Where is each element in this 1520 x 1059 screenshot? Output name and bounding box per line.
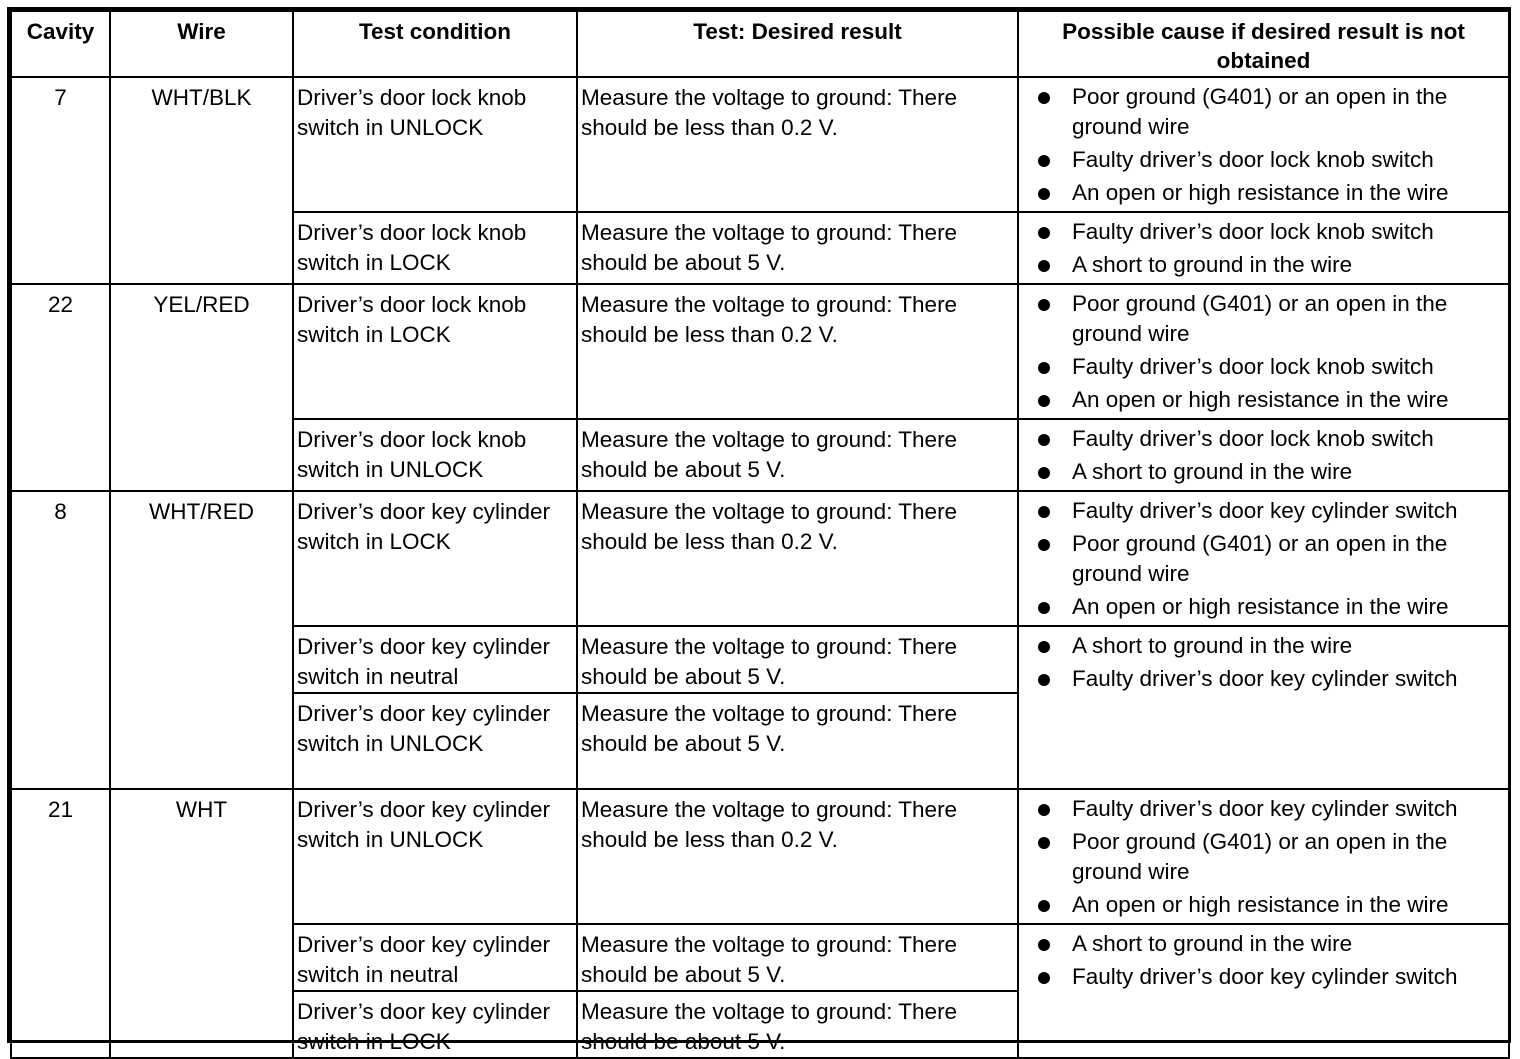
wire-cell: WHT/BLK bbox=[110, 77, 293, 284]
bullet-icon bbox=[1038, 362, 1050, 374]
cavity-cell: 21 bbox=[11, 789, 110, 1058]
cause-text: A short to ground in the wire bbox=[1072, 633, 1353, 658]
bullet-icon bbox=[1038, 939, 1050, 951]
possible-cause-cell bbox=[1018, 419, 1509, 491]
cause-item bbox=[1019, 178, 1508, 208]
cause-item bbox=[1019, 424, 1508, 454]
bullet-icon bbox=[1038, 467, 1050, 479]
cause-text: Poor ground (G401) or an open in the ground wire bbox=[1072, 84, 1448, 139]
test-condition-cell: Driver’s door lock knob switch in UNLOCK bbox=[293, 77, 577, 212]
header-row bbox=[11, 11, 1509, 77]
bullet-icon bbox=[1038, 837, 1050, 849]
bullet-icon bbox=[1038, 804, 1050, 816]
wire-cell: WHT bbox=[110, 789, 293, 1058]
test-condition-cell: Driver’s door key cylinder switch in UNLOCK bbox=[293, 789, 577, 924]
cause-text: An open or high resistance in the wire bbox=[1072, 892, 1449, 917]
cause-item bbox=[1019, 217, 1508, 247]
cause-text: Faulty driver’s door lock knob switch bbox=[1072, 147, 1434, 172]
cause-list bbox=[1019, 929, 1508, 992]
bullet-icon bbox=[1038, 900, 1050, 912]
cause-item bbox=[1019, 962, 1508, 992]
cause-item bbox=[1019, 457, 1508, 487]
table-row bbox=[11, 77, 1509, 212]
test-condition-cell: Driver’s door key cylinder switch in LOCK bbox=[293, 491, 577, 626]
wire-cell: YEL/RED bbox=[110, 284, 293, 491]
cause-list bbox=[1019, 496, 1508, 622]
possible-cause-cell bbox=[1018, 789, 1509, 924]
cause-text: Faulty driver’s door key cylinder switch bbox=[1072, 964, 1458, 989]
desired-result-cell: Measure the voltage to ground: There should be less than 0.2 V. bbox=[577, 491, 1018, 626]
desired-result-cell: Measure the voltage to ground: There should be less than 0.2 V. bbox=[577, 77, 1018, 212]
wire-cell: WHT/RED bbox=[110, 491, 293, 789]
cause-text: Poor ground (G401) or an open in the ground wire bbox=[1072, 531, 1448, 586]
bullet-icon bbox=[1038, 299, 1050, 311]
cause-text: An open or high resistance in the wire bbox=[1072, 594, 1449, 619]
cause-item bbox=[1019, 250, 1508, 280]
possible-cause-cell bbox=[1018, 212, 1509, 284]
cause-text: Poor ground (G401) or an open in the ground wire bbox=[1072, 829, 1448, 884]
desired-result-cell: Measure the voltage to ground: There should be about 5 V. bbox=[577, 419, 1018, 491]
cause-text: Poor ground (G401) or an open in the ground wire bbox=[1072, 291, 1448, 346]
cause-list bbox=[1019, 794, 1508, 920]
cause-text: A short to ground in the wire bbox=[1072, 931, 1353, 956]
test-condition-cell: Driver’s door key cylinder switch in neutral bbox=[293, 924, 577, 991]
cause-text: An open or high resistance in the wire bbox=[1072, 180, 1449, 205]
cavity-cell: 8 bbox=[11, 491, 110, 789]
bullet-icon bbox=[1038, 972, 1050, 984]
cavity-cell: 7 bbox=[11, 77, 110, 284]
cause-item bbox=[1019, 631, 1508, 661]
desired-result-cell: Measure the voltage to ground: There should be less than 0.2 V. bbox=[577, 284, 1018, 419]
cause-item bbox=[1019, 664, 1508, 694]
desired-result-cell: Measure the voltage to ground: There should be less than 0.2 V. bbox=[577, 789, 1018, 924]
possible-cause-cell bbox=[1018, 284, 1509, 419]
cause-item bbox=[1019, 592, 1508, 622]
cause-list bbox=[1019, 424, 1508, 487]
cause-list bbox=[1019, 631, 1508, 694]
troubleshooting-table bbox=[10, 10, 1510, 1059]
cause-item bbox=[1019, 385, 1508, 415]
desired-result-cell: Measure the voltage to ground: There should be about 5 V. bbox=[577, 991, 1018, 1058]
bullet-icon bbox=[1038, 602, 1050, 614]
bullet-icon bbox=[1038, 674, 1050, 686]
table-row bbox=[11, 789, 1509, 924]
bullet-icon bbox=[1038, 155, 1050, 167]
cause-item bbox=[1019, 145, 1508, 175]
test-condition-cell: Driver’s door lock knob switch in LOCK bbox=[293, 212, 577, 284]
header-cavity: Cavity bbox=[11, 11, 110, 77]
cause-text: Faulty driver’s door lock knob switch bbox=[1072, 426, 1434, 451]
bullet-icon bbox=[1038, 641, 1050, 653]
troubleshooting-table-frame bbox=[7, 7, 1511, 1054]
cause-item bbox=[1019, 529, 1508, 589]
cause-item bbox=[1019, 289, 1508, 349]
cause-list bbox=[1019, 289, 1508, 415]
cause-item bbox=[1019, 82, 1508, 142]
cause-text: A short to ground in the wire bbox=[1072, 252, 1353, 277]
bullet-icon bbox=[1038, 539, 1050, 551]
cause-list bbox=[1019, 217, 1508, 280]
possible-cause-cell bbox=[1018, 491, 1509, 626]
bullet-icon bbox=[1038, 395, 1050, 407]
cause-item bbox=[1019, 352, 1508, 382]
desired-result-cell: Measure the voltage to ground: There should be about 5 V. bbox=[577, 924, 1018, 991]
desired-result-cell: Measure the voltage to ground: There should be about 5 V. bbox=[577, 212, 1018, 284]
cause-item bbox=[1019, 794, 1508, 824]
header-test-condition: Test condition bbox=[293, 11, 577, 77]
header-wire: Wire bbox=[110, 11, 293, 77]
cause-item bbox=[1019, 890, 1508, 920]
possible-cause-cell bbox=[1018, 626, 1509, 789]
bullet-icon bbox=[1038, 260, 1050, 272]
cause-item bbox=[1019, 496, 1508, 526]
test-condition-cell: Driver’s door key cylinder switch in UNLOCK bbox=[293, 693, 577, 789]
table-row bbox=[11, 284, 1509, 419]
desired-result-cell: Measure the voltage to ground: There should be about 5 V. bbox=[577, 693, 1018, 789]
bullet-icon bbox=[1038, 506, 1050, 518]
cavity-cell: 22 bbox=[11, 284, 110, 491]
test-condition-cell: Driver’s door key cylinder switch in LOCK bbox=[293, 991, 577, 1058]
table-row bbox=[11, 491, 1509, 626]
header-possible-cause: Possible cause if desired result is not obtained bbox=[1018, 11, 1509, 77]
cause-text: Faulty driver’s door key cylinder switch bbox=[1072, 796, 1458, 821]
cause-text: Faulty driver’s door lock knob switch bbox=[1072, 354, 1434, 379]
desired-result-cell: Measure the voltage to ground: There should be about 5 V. bbox=[577, 626, 1018, 693]
cause-text: An open or high resistance in the wire bbox=[1072, 387, 1449, 412]
cause-list bbox=[1019, 82, 1508, 208]
header-desired-result: Test: Desired result bbox=[577, 11, 1018, 77]
cause-text: A short to ground in the wire bbox=[1072, 459, 1353, 484]
cause-item bbox=[1019, 827, 1508, 887]
bullet-icon bbox=[1038, 188, 1050, 200]
bullet-icon bbox=[1038, 92, 1050, 104]
cause-text: Faulty driver’s door key cylinder switch bbox=[1072, 498, 1458, 523]
bullet-icon bbox=[1038, 434, 1050, 446]
cause-item bbox=[1019, 929, 1508, 959]
test-condition-cell: Driver’s door key cylinder switch in neutral bbox=[293, 626, 577, 693]
test-condition-cell: Driver’s door lock knob switch in LOCK bbox=[293, 284, 577, 419]
possible-cause-cell bbox=[1018, 924, 1509, 1058]
test-condition-cell: Driver’s door lock knob switch in UNLOCK bbox=[293, 419, 577, 491]
bullet-icon bbox=[1038, 227, 1050, 239]
possible-cause-cell bbox=[1018, 77, 1509, 212]
cause-text: Faulty driver’s door key cylinder switch bbox=[1072, 666, 1458, 691]
cause-text: Faulty driver’s door lock knob switch bbox=[1072, 219, 1434, 244]
